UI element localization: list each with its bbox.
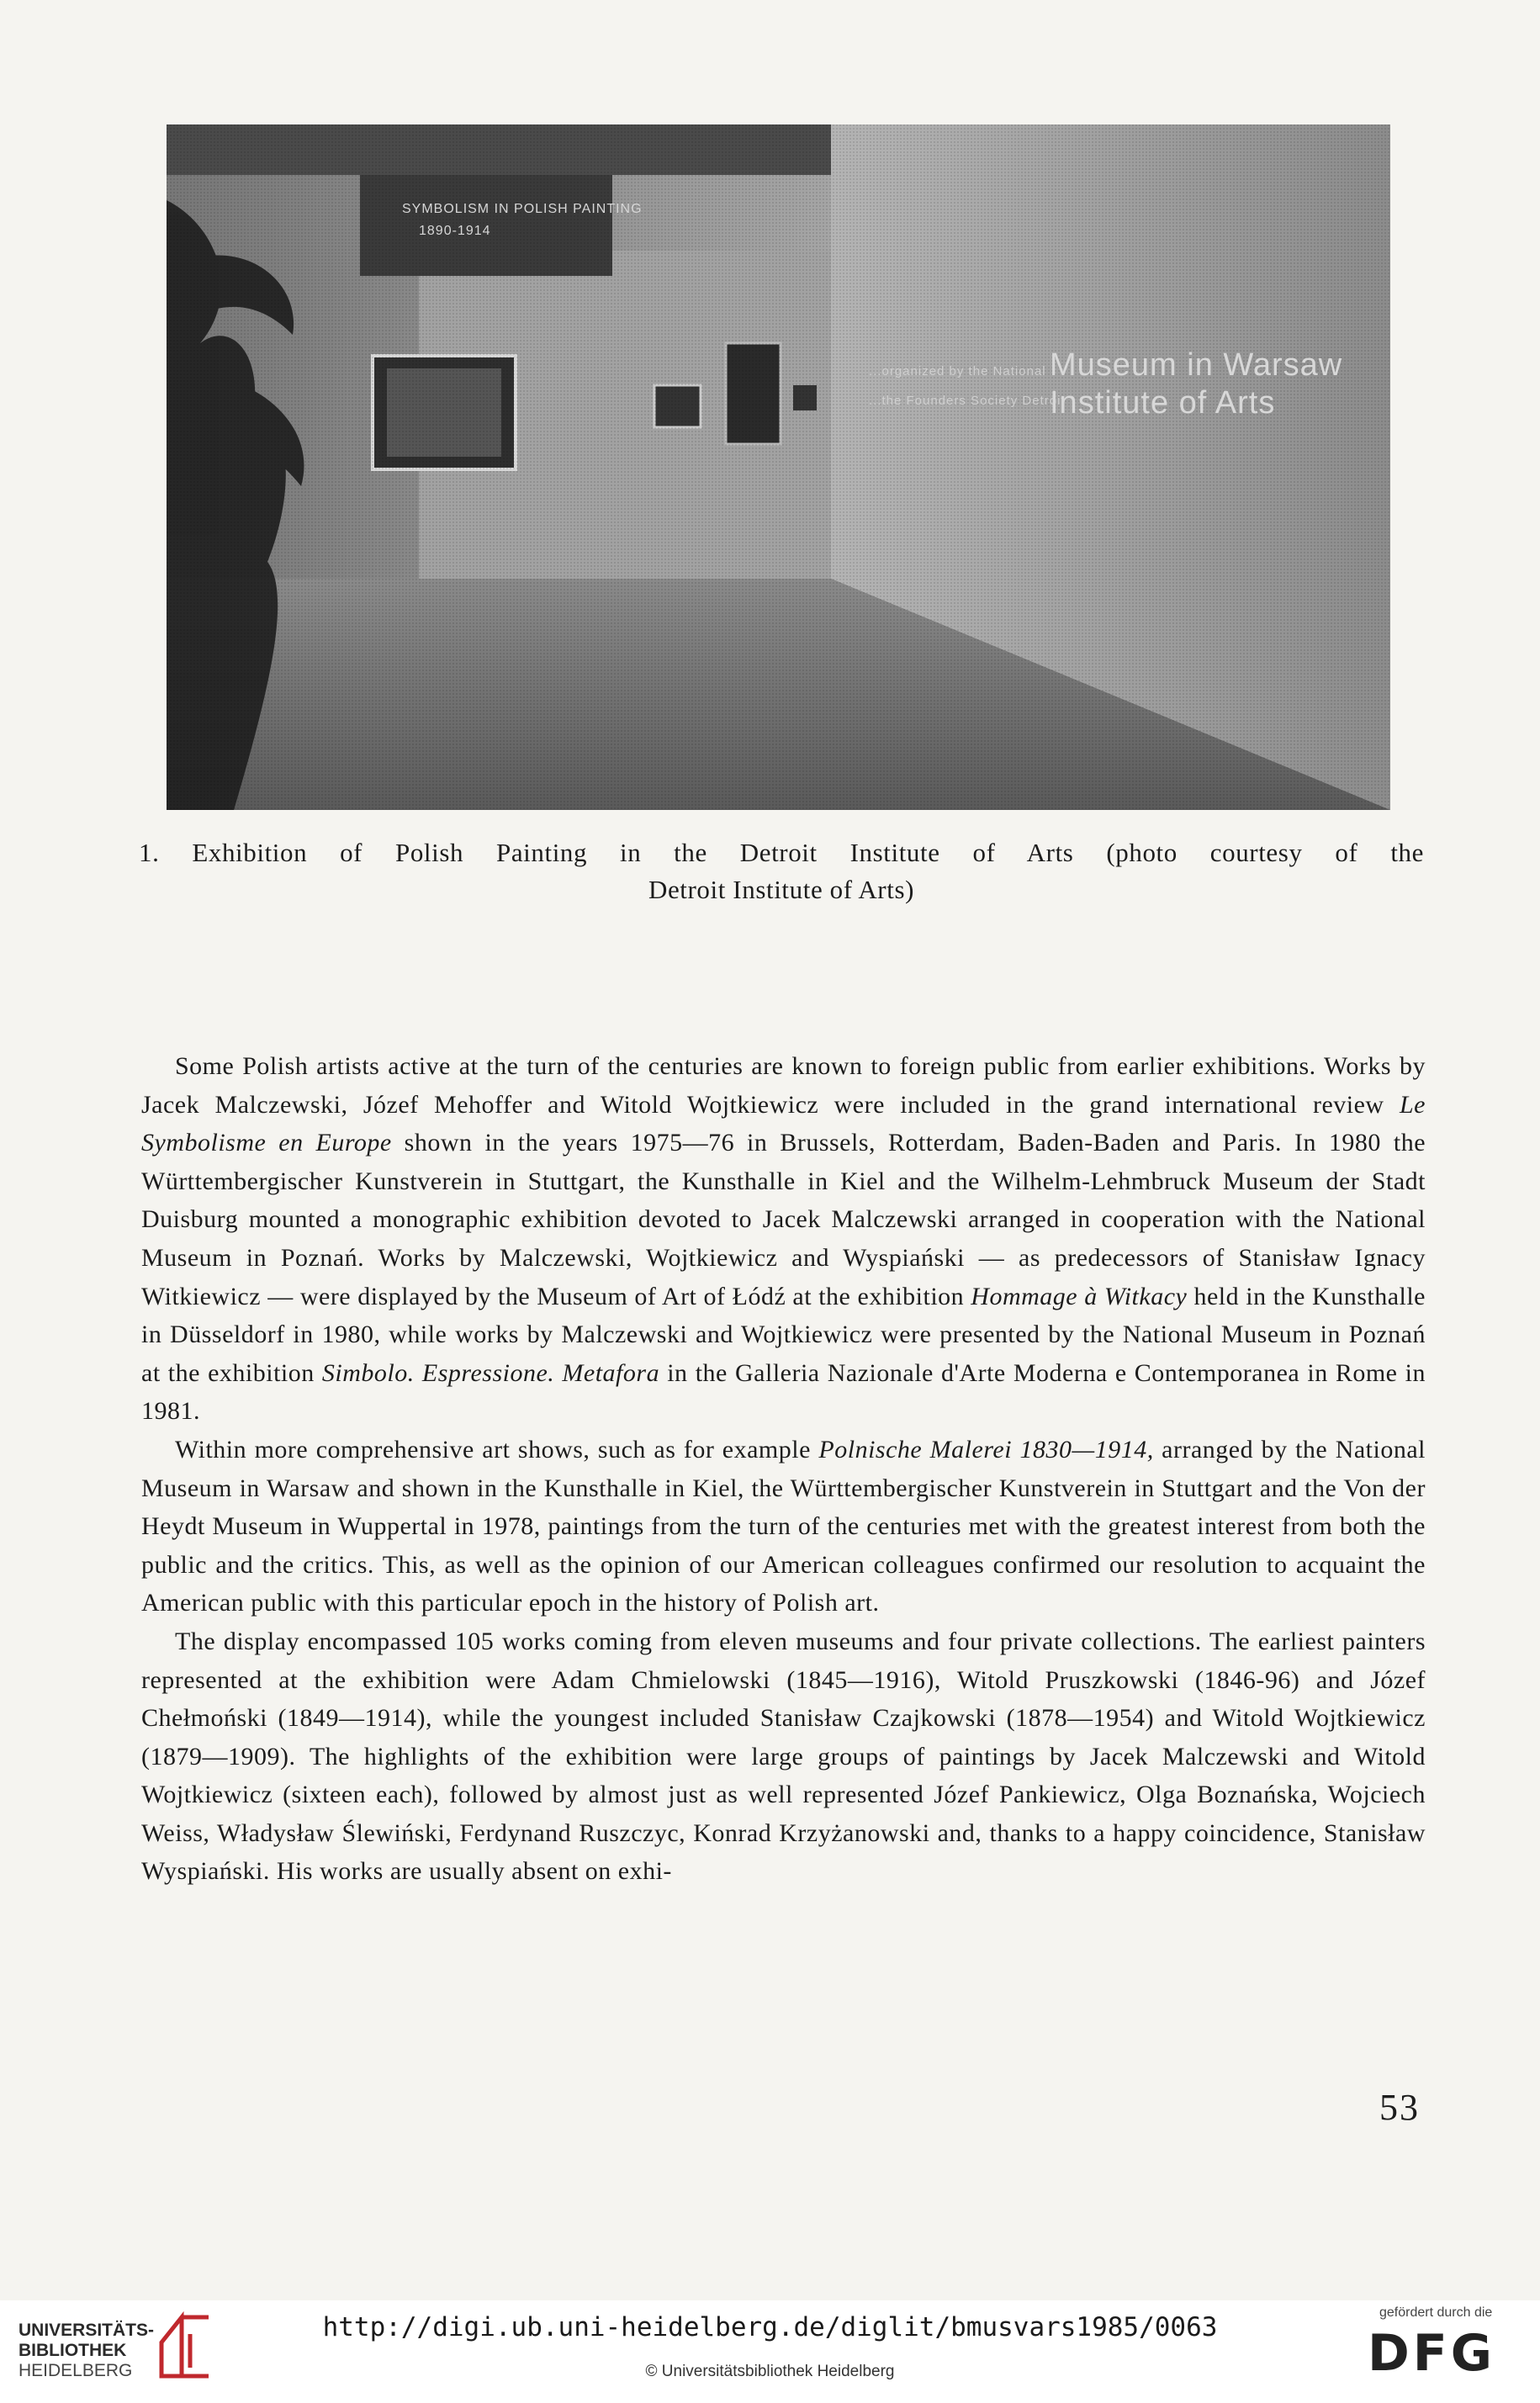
funding-note: gefördert durch die bbox=[1379, 2305, 1493, 2320]
photo-caption bbox=[139, 834, 1424, 908]
exhibition-photo bbox=[167, 124, 1390, 810]
paragraph-1 bbox=[141, 1047, 1426, 1431]
p1-italic-title-3: Simbolo. Espressione. Metafora bbox=[321, 1358, 660, 1387]
p2-text-a: Within more comprehensive art shows, such as for example bbox=[175, 1435, 819, 1464]
photo-sign-small-line-2: ...the Founders Society Detroit bbox=[869, 394, 1066, 408]
p2-text-b: arranged by the National Museum in Warsaw and shown in the Kunsthalle in Kiel, the Württembergischer Kunstverein in Stuttgart and the Von der Heydt Museum in Wuppertal in 1978, paintings from the turn of the centuries met with the greatest interest from both the public and the critics. This, as well as the opinion of our American colleagues confirmed our resolution to acquaint the American public with this particular epoch in the history of Polish art. bbox=[141, 1435, 1426, 1617]
p1-text-d: in the Galleria Nazionale d'Arte Moderna e Contemporanea in Rome in 1981. bbox=[141, 1358, 1426, 1426]
article-body bbox=[141, 1047, 1426, 1891]
photo-banner-line-1: SYMBOLISM IN POLISH PAINTING bbox=[402, 202, 643, 216]
gallery-photo-image bbox=[167, 124, 1390, 810]
p2-italic-title-1: Polnische Malerei 1830—1914, bbox=[818, 1435, 1154, 1464]
p1-text-a: Some Polish artists active at the turn of the centuries are known to foreign public from earlier exhibitions. Works by Jacek Malczewski, Józef Mehoffer and Witold Wojtkiewicz were included in the grand international review bbox=[141, 1052, 1426, 1119]
library-logo-line-1: UNIVERSITÄTS- bbox=[19, 2321, 155, 2340]
footer-bar bbox=[0, 2300, 1540, 2403]
library-logo-line-2: BIBLIOTHEK bbox=[19, 2341, 127, 2360]
p1-text-c: held in the Kunsthalle in Düsseldorf in 1980, while works by Malczewski and Wojtkiewicz were presented by the National Museum in Poznań at the exhibition bbox=[141, 1282, 1426, 1387]
photo-sign-small-line-1: ...organized by the National bbox=[869, 364, 1046, 378]
library-logo-line-3: HEIDELBERG bbox=[19, 2361, 133, 2380]
page-number: 53 bbox=[1379, 2087, 1420, 2128]
p1-text-b: shown in the years 1975—76 in Brussels, Rotterdam, Baden-Baden and Paris. In 1980 the Württembergischer Kunstverein in Stuttgart, the Kunsthalle in Kiel and the Wilhelm-Lehmbruck Museum der Stadt Duisburg mounted a monographic exhibition devoted to Jacek Malczewski arranged in cooperation with the National Museum in Poznań. Works by Malczewski, Wojtkiewicz and Wyspiański — as predecessors of Stanisław Ignacy Witkiewicz — were displayed by the Museum of Art of Łódź at the exhibition bbox=[141, 1129, 1426, 1310]
permalink-url[interactable]: http://digi.ub.uni-heidelberg.de/diglit/bmusvars1985/0063 bbox=[322, 2312, 1218, 2342]
paragraph-2 bbox=[141, 1431, 1426, 1622]
caption-line-2: Detroit Institute of Arts) bbox=[648, 875, 915, 904]
caption-line-1: 1. Exhibition of Polish Painting in the Detroit Institute of Arts (photo courtesy of the bbox=[139, 838, 1424, 867]
p1-italic-title-1: Le Symbolisme en Europe bbox=[141, 1090, 1426, 1157]
photo-banner-line-2: 1890-1914 bbox=[419, 224, 491, 238]
photo-sign-line-1: Museum in Warsaw bbox=[1050, 347, 1343, 383]
paragraph-3: The display encompassed 105 works coming from eleven museums and four private collections. The earliest painters represented at the exhibition were Adam Chmielowski (1845—1916), Witold Pruszkowski (1846-96) and Józef Chełmoński (1849—1914), while the youngest included Stanisław Czajkowski (1878—1954) and Witold Wojtkiewicz (1879—1909). The highlights of the exhibition were large groups of paintings by Jacek Malczewski and Witold Wojtkiewicz (sixteen each), followed by almost just as well represented Józef Pankiewicz, Olga Boznańska, Wojciech Weiss, Władysław Ślewiński, Ferdynand Ruszczyc, Konrad Krzyżanowski and, thanks to a happy coincidence, Stanisław Wyspiański. His works are usually absent on exhi- bbox=[141, 1627, 1426, 1886]
dfg-logo: DFG bbox=[1368, 2324, 1496, 2383]
photo-sign-line-2: Institute of Arts bbox=[1050, 385, 1276, 421]
p1-italic-title-2: Hommage à Witkacy bbox=[971, 1282, 1188, 1310]
copyright-notice: © Universitätsbibliothek Heidelberg bbox=[645, 2363, 895, 2380]
